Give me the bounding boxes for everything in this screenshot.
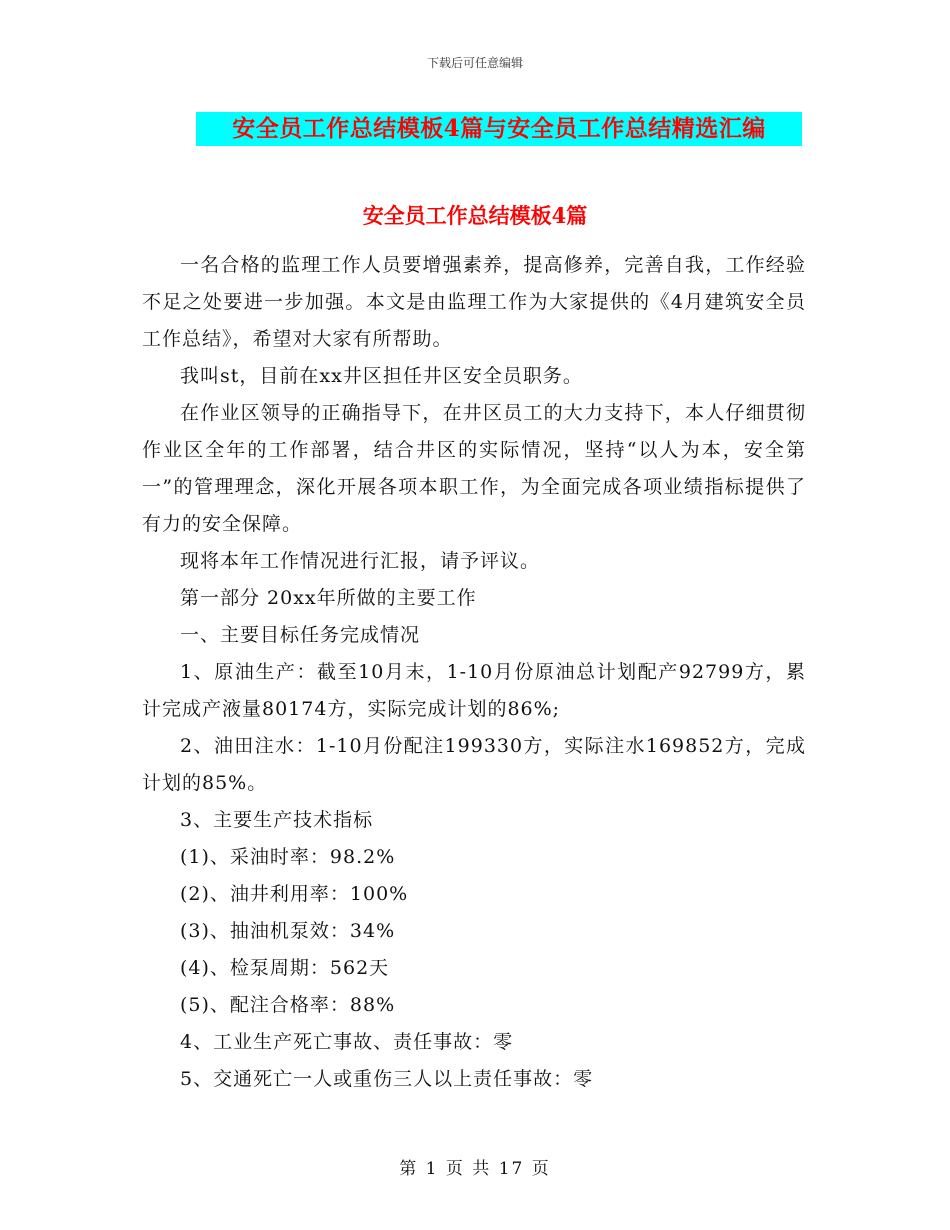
document-title: 安全员工作总结模板4篇与安全员工作总结精选汇编 xyxy=(196,112,802,146)
document-body xyxy=(142,247,806,1098)
paragraph: (5)、配注合格率：88% xyxy=(180,994,396,1016)
paragraph: (4)、检泵周期：562天 xyxy=(180,957,390,979)
paragraph: 5、交通死亡一人或重伤三人以上责任事故：零 xyxy=(180,1068,594,1090)
paragraph: 一名合格的监理工作人员要增强素养，提高修养，完善自我，工作经验不足之处要进一步加强。本文是由监理工作为大家提供的《4月建筑安全员工作总结》，希望对大家有所帮助。 xyxy=(142,254,806,350)
paragraph: 第一部分 20xx年所做的主要工作 xyxy=(180,587,477,609)
paragraph: 我叫st，目前在xx井区担任井区安全员职务。 xyxy=(180,365,583,387)
page-number: 第 1 页 共 17 页 xyxy=(399,1159,551,1179)
paragraph: 4、工业生产死亡事故、责任事故：零 xyxy=(180,1031,514,1053)
paragraph: 现将本年工作情况进行汇报，请予评议。 xyxy=(180,550,541,572)
paragraph: (3)、抽油机泵效：34% xyxy=(180,920,396,942)
section-title: 安全员工作总结模板4篇 xyxy=(362,203,588,228)
paragraph: 1、原油生产：截至10月末，1-10月份原油总计划配产92799方，累计完成产液量80174方，实际完成计划的86%; xyxy=(142,661,806,720)
paragraph: (2)、油井利用率：100% xyxy=(180,883,409,905)
paragraph: 3、主要生产技术指标 xyxy=(180,809,374,831)
paragraph: (1)、采油时率：98.2% xyxy=(180,846,396,868)
paragraph: 2、油田注水：1-10月份配注199330方，实际注水169852方，完成计划的85%。 xyxy=(142,735,806,794)
header-note: 下载后可任意编辑 xyxy=(426,56,523,70)
paragraph: 一、主要目标任务完成情况 xyxy=(180,624,421,646)
paragraph: 在作业区领导的正确指导下，在井区员工的大力支持下，本人仔细贯彻作业区全年的工作部署，结合井区的实际情况，坚持“以人为本，安全第一”的管理理念，深化开展各项本职工作，为全面完成各项业绩指标提供了有力的安全保障。 xyxy=(142,402,806,535)
